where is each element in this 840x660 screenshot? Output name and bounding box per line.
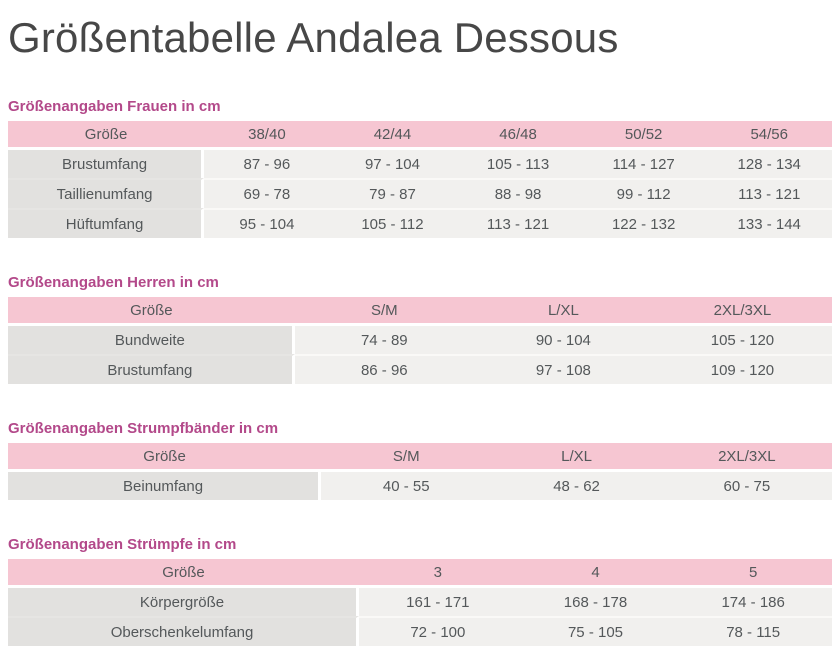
row-label: Beinumfang — [8, 472, 321, 500]
section-heading-strumpfbaender: Größenangaben Strumpfbänder in cm — [8, 420, 279, 437]
table-cell: 87 - 96 — [204, 150, 330, 178]
column-header: 54/56 — [706, 121, 832, 150]
row-label: Körpergröße — [8, 588, 359, 616]
table-row — [8, 472, 832, 500]
table-cell: 48 - 62 — [491, 472, 661, 500]
row-label: Hüftumfang — [8, 208, 204, 238]
table-cell: 113 - 121 — [455, 208, 581, 238]
table-cell: 122 - 132 — [581, 208, 707, 238]
section-herren — [8, 275, 832, 384]
table-cell: 97 - 104 — [330, 150, 456, 178]
table-cell: 105 - 113 — [455, 150, 581, 178]
table-cell: 79 - 87 — [330, 178, 456, 208]
column-header: Größe — [8, 559, 359, 588]
column-header: Größe — [8, 297, 295, 326]
table-row — [8, 588, 832, 616]
column-header: 3 — [359, 559, 517, 588]
table-row — [8, 178, 832, 208]
size-table-frauen — [8, 121, 832, 238]
column-header: Größe — [8, 443, 321, 472]
table-cell: 74 - 89 — [295, 326, 474, 354]
table-header-row — [8, 297, 832, 326]
column-header: 2XL/3XL — [653, 297, 832, 326]
table-cell: 174 - 186 — [674, 588, 832, 616]
table-cell: 90 - 104 — [474, 326, 653, 354]
table-cell: 60 - 75 — [662, 472, 832, 500]
row-label: Brustumfang — [8, 150, 204, 178]
column-header: 46/48 — [455, 121, 581, 150]
table-row — [8, 150, 832, 178]
row-label: Brustumfang — [8, 354, 295, 384]
page-title: Größentabelle Andalea Dessous — [8, 14, 619, 61]
column-header: 42/44 — [330, 121, 456, 150]
size-table-herren — [8, 297, 832, 384]
section-struempfe — [8, 537, 832, 646]
table-cell: 168 - 178 — [517, 588, 675, 616]
column-header: L/XL — [491, 443, 661, 472]
table-cell: 78 - 115 — [674, 616, 832, 646]
column-header: Größe — [8, 121, 204, 150]
column-header: S/M — [295, 297, 474, 326]
table-cell: 95 - 104 — [204, 208, 330, 238]
table-cell: 88 - 98 — [455, 178, 581, 208]
section-frauen — [8, 99, 832, 238]
table-header-row — [8, 443, 832, 472]
table-cell: 114 - 127 — [581, 150, 707, 178]
column-header: 2XL/3XL — [662, 443, 832, 472]
size-table-struempfe — [8, 559, 832, 646]
column-header: 5 — [674, 559, 832, 588]
column-header: L/XL — [474, 297, 653, 326]
table-cell: 86 - 96 — [295, 354, 474, 384]
section-heading-frauen: Größenangaben Frauen in cm — [8, 98, 221, 115]
table-cell: 133 - 144 — [706, 208, 832, 238]
table-cell: 161 - 171 — [359, 588, 517, 616]
table-cell: 99 - 112 — [581, 178, 707, 208]
table-cell: 113 - 121 — [706, 178, 832, 208]
column-header: 38/40 — [204, 121, 330, 150]
table-cell: 40 - 55 — [321, 472, 491, 500]
table-header-row — [8, 559, 832, 588]
table-cell: 97 - 108 — [474, 354, 653, 384]
table-row — [8, 616, 832, 646]
column-header: 4 — [517, 559, 675, 588]
section-heading-struempfe: Größenangaben Strümpfe in cm — [8, 536, 237, 553]
table-cell: 109 - 120 — [653, 354, 832, 384]
column-header: 50/52 — [581, 121, 707, 150]
section-strumpfbaender — [8, 421, 832, 500]
table-cell: 105 - 112 — [330, 208, 456, 238]
table-header-row — [8, 121, 832, 150]
size-table-strumpfbaender — [8, 443, 832, 500]
table-cell: 69 - 78 — [204, 178, 330, 208]
table-row — [8, 208, 832, 238]
table-row — [8, 354, 832, 384]
row-label: Oberschenkelumfang — [8, 616, 359, 646]
table-cell: 105 - 120 — [653, 326, 832, 354]
table-cell: 75 - 105 — [517, 616, 675, 646]
table-row — [8, 326, 832, 354]
table-cell: 128 - 134 — [706, 150, 832, 178]
row-label: Taillienumfang — [8, 178, 204, 208]
section-heading-herren: Größenangaben Herren in cm — [8, 274, 219, 291]
column-header: S/M — [321, 443, 491, 472]
row-label: Bundweite — [8, 326, 295, 354]
table-cell: 72 - 100 — [359, 616, 517, 646]
